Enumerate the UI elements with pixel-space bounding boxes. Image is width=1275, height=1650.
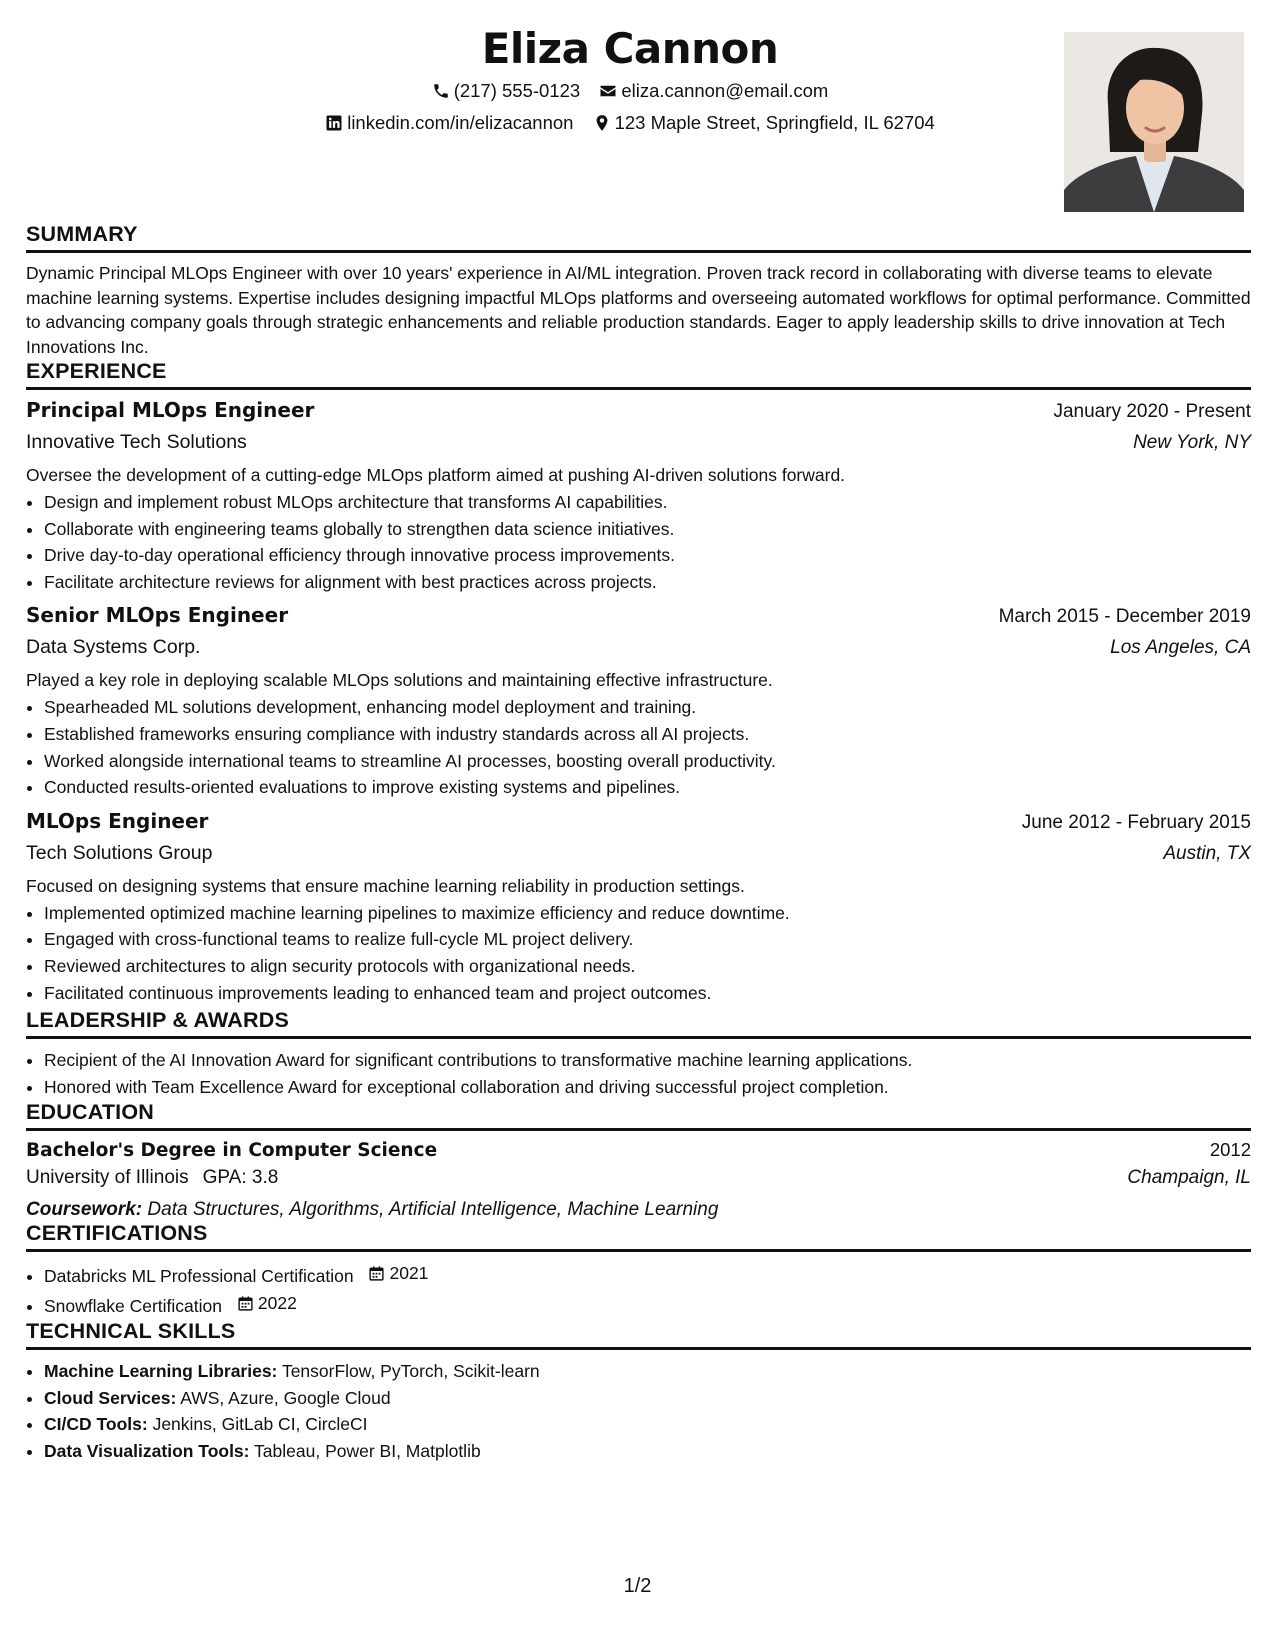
address-contact bbox=[593, 112, 935, 134]
section-title-experience: EXPERIENCE bbox=[26, 359, 1251, 390]
job-entry bbox=[26, 603, 1251, 800]
award-item: • Recipient of the AI Innovation Award for significant contributions to transformative machine learning applications. bbox=[44, 1047, 1251, 1074]
resume-body bbox=[26, 222, 1251, 1464]
page-number: 1/2 bbox=[623, 1575, 652, 1597]
job-bullet: • Drive day-to-day operational efficiency through innovative process improvements. bbox=[44, 542, 1251, 569]
company-name: Data Systems Corp. bbox=[26, 636, 201, 659]
envelope-icon bbox=[599, 82, 617, 100]
phone-number: (217) 555-0123 bbox=[453, 80, 581, 101]
section-title-certifications: CERTIFICATIONS bbox=[26, 1221, 1251, 1252]
job-bullet: • Reviewed architectures to align security protocols with organizational needs. bbox=[44, 953, 1251, 980]
coursework bbox=[26, 1199, 1251, 1221]
skills-list bbox=[26, 1358, 1251, 1464]
job-bullet: • Collaborate with engineering teams globally to strengthen data science initiatives. bbox=[44, 516, 1251, 543]
job-location: New York, NY bbox=[1133, 432, 1251, 453]
phone-contact bbox=[432, 80, 581, 102]
job-bullet: • Facilitate architecture reviews for alignment with best practices across projects. bbox=[44, 569, 1251, 596]
skill-label: Data Visualization Tools: bbox=[44, 1440, 250, 1461]
company-name: Tech Solutions Group bbox=[26, 841, 213, 864]
job-bullet: • Facilitated continuous improvements leading to enhanced team and project outcomes. bbox=[44, 980, 1251, 1007]
candidate-name: Eliza Cannon bbox=[481, 24, 779, 73]
section-title-education: EDUCATION bbox=[26, 1100, 1251, 1131]
certifications-section bbox=[26, 1221, 1251, 1319]
section-title-leadership: LEADERSHIP & AWARDS bbox=[26, 1008, 1251, 1039]
certification-name: Snowflake Certification bbox=[44, 1295, 222, 1316]
skill-value: TensorFlow, PyTorch, Scikit-learn bbox=[281, 1361, 540, 1382]
job-location: Austin, TX bbox=[1163, 842, 1251, 864]
award-item: • Honored with Team Excellence Award for exceptional collaboration and driving successful project completion. bbox=[44, 1074, 1251, 1101]
job-bullet: • Design and implement robust MLOps architecture that transforms AI capabilities. bbox=[44, 489, 1251, 516]
coursework-list: Data Structures, Algorithms, Artificial Intelligence, Machine Learning bbox=[147, 1199, 719, 1221]
certification-date bbox=[237, 1290, 297, 1317]
certification-year: 2021 bbox=[389, 1263, 429, 1284]
job-bullet: • Worked alongside international teams to streamline AI processes, boosting overall productivity. bbox=[44, 748, 1251, 775]
calendar-icon bbox=[368, 1265, 385, 1282]
leadership-section bbox=[26, 1008, 1251, 1100]
skill-item bbox=[44, 1358, 1251, 1385]
job-description: Focused on designing systems that ensure machine learning reliability in production settings. bbox=[26, 875, 745, 896]
job-bullet: • Established frameworks ensuring compliance with industry standards across all AI projects. bbox=[44, 721, 1251, 748]
contact-line-1 bbox=[260, 80, 1000, 105]
job-dates: March 2015 - December 2019 bbox=[998, 606, 1251, 628]
job-title: Principal MLOps Engineer bbox=[26, 398, 315, 422]
email-address[interactable]: eliza.cannon@email.com bbox=[621, 80, 829, 101]
job-description: Played a key role in deploying scalable MLOps solutions and maintaining effective infrastructure. bbox=[26, 670, 773, 691]
job-bullet: • Conducted results-oriented evaluations to improve existing systems and pipelines. bbox=[44, 774, 1251, 801]
skill-item bbox=[44, 1438, 1251, 1465]
profile-photo bbox=[1064, 32, 1244, 212]
job-dates: June 2012 - February 2015 bbox=[1021, 811, 1251, 833]
job-bullet: • Implemented optimized machine learning pipelines to maximize efficiency and reduce downtime. bbox=[44, 900, 1251, 927]
certification-name: Databricks ML Professional Certification bbox=[44, 1266, 354, 1287]
award-list bbox=[26, 1047, 1251, 1100]
section-title-skills: TECHNICAL SKILLS bbox=[26, 1319, 1251, 1350]
certification-year: 2022 bbox=[257, 1292, 297, 1313]
map-pin-icon bbox=[593, 114, 611, 132]
section-title-summary: SUMMARY bbox=[26, 222, 1251, 253]
skill-label: Machine Learning Libraries: bbox=[44, 1361, 278, 1382]
graduation-year: 2012 bbox=[1209, 1139, 1251, 1161]
phone-icon bbox=[432, 82, 450, 100]
school-name: University of Illinois bbox=[26, 1167, 189, 1189]
degree-title: Bachelor's Degree in Computer Science bbox=[26, 1140, 438, 1162]
job-title: MLOps Engineer bbox=[26, 808, 209, 833]
street-address: 123 Maple Street, Springfield, IL 62704 bbox=[614, 112, 935, 133]
job-dates: January 2020 - Present bbox=[1053, 401, 1251, 422]
company-name: Innovative Tech Solutions bbox=[26, 431, 247, 453]
job-bullets bbox=[26, 489, 1251, 595]
job-bullets bbox=[26, 900, 1251, 1006]
skill-value: Tableau, Power BI, Matplotlib bbox=[254, 1440, 481, 1461]
job-title: Senior MLOps Engineer bbox=[26, 603, 289, 628]
experience-section bbox=[26, 359, 1251, 1006]
linkedin-url[interactable]: linkedin.com/in/elizacannon bbox=[347, 112, 574, 133]
job-entry bbox=[26, 398, 1251, 595]
summary-section bbox=[26, 222, 1251, 359]
job-entry bbox=[26, 809, 1251, 1006]
school-info bbox=[26, 1167, 278, 1189]
skill-label: Cloud Services: bbox=[44, 1387, 177, 1408]
linkedin-icon bbox=[325, 114, 343, 132]
certification-item bbox=[44, 1260, 1251, 1289]
email-contact[interactable] bbox=[599, 80, 828, 102]
job-bullets bbox=[26, 694, 1251, 800]
job-location: Los Angeles, CA bbox=[1110, 637, 1251, 659]
job-description: Oversee the development of a cutting-edge MLOps platform aimed at pushing AI-driven solutions forward. bbox=[26, 465, 846, 485]
skill-value: Jenkins, GitLab CI, CircleCI bbox=[152, 1414, 368, 1435]
coursework-label: Coursework: bbox=[26, 1199, 143, 1221]
skill-value: AWS, Azure, Google Cloud bbox=[180, 1387, 391, 1408]
certification-list bbox=[26, 1260, 1251, 1319]
skill-item bbox=[44, 1411, 1251, 1438]
resume-header bbox=[0, 0, 1275, 210]
skill-label: CI/CD Tools: bbox=[44, 1414, 148, 1435]
certification-date bbox=[368, 1260, 428, 1287]
summary-text: Dynamic Principal MLOps Engineer with over 10 years' experience in AI/ML integration. Proven track record in collaborating with diverse teams to elevate machine learning systems. Expertise includes designing impactful MLOps platforms and overseeing automated workflows for optimal performance. Committed to advancing company goals through strategic enhancements and reliable production standards. Eager to apply leadership skills to drive innovation at Tech Innovations Inc. bbox=[26, 263, 1251, 357]
school-location: Champaign, IL bbox=[1127, 1167, 1251, 1189]
job-bullet: • Spearheaded ML solutions development, enhancing model deployment and training. bbox=[44, 694, 1251, 721]
skills-section bbox=[26, 1319, 1251, 1464]
gpa: GPA: 3.8 bbox=[202, 1167, 279, 1189]
job-bullet: • Engaged with cross-functional teams to realize full-cycle ML project delivery. bbox=[44, 926, 1251, 953]
calendar-icon bbox=[237, 1295, 254, 1312]
skill-item bbox=[44, 1385, 1251, 1412]
contact-line-2 bbox=[260, 112, 1000, 137]
certification-item bbox=[44, 1290, 1251, 1319]
linkedin-contact[interactable] bbox=[325, 112, 573, 134]
education-section bbox=[26, 1100, 1251, 1221]
